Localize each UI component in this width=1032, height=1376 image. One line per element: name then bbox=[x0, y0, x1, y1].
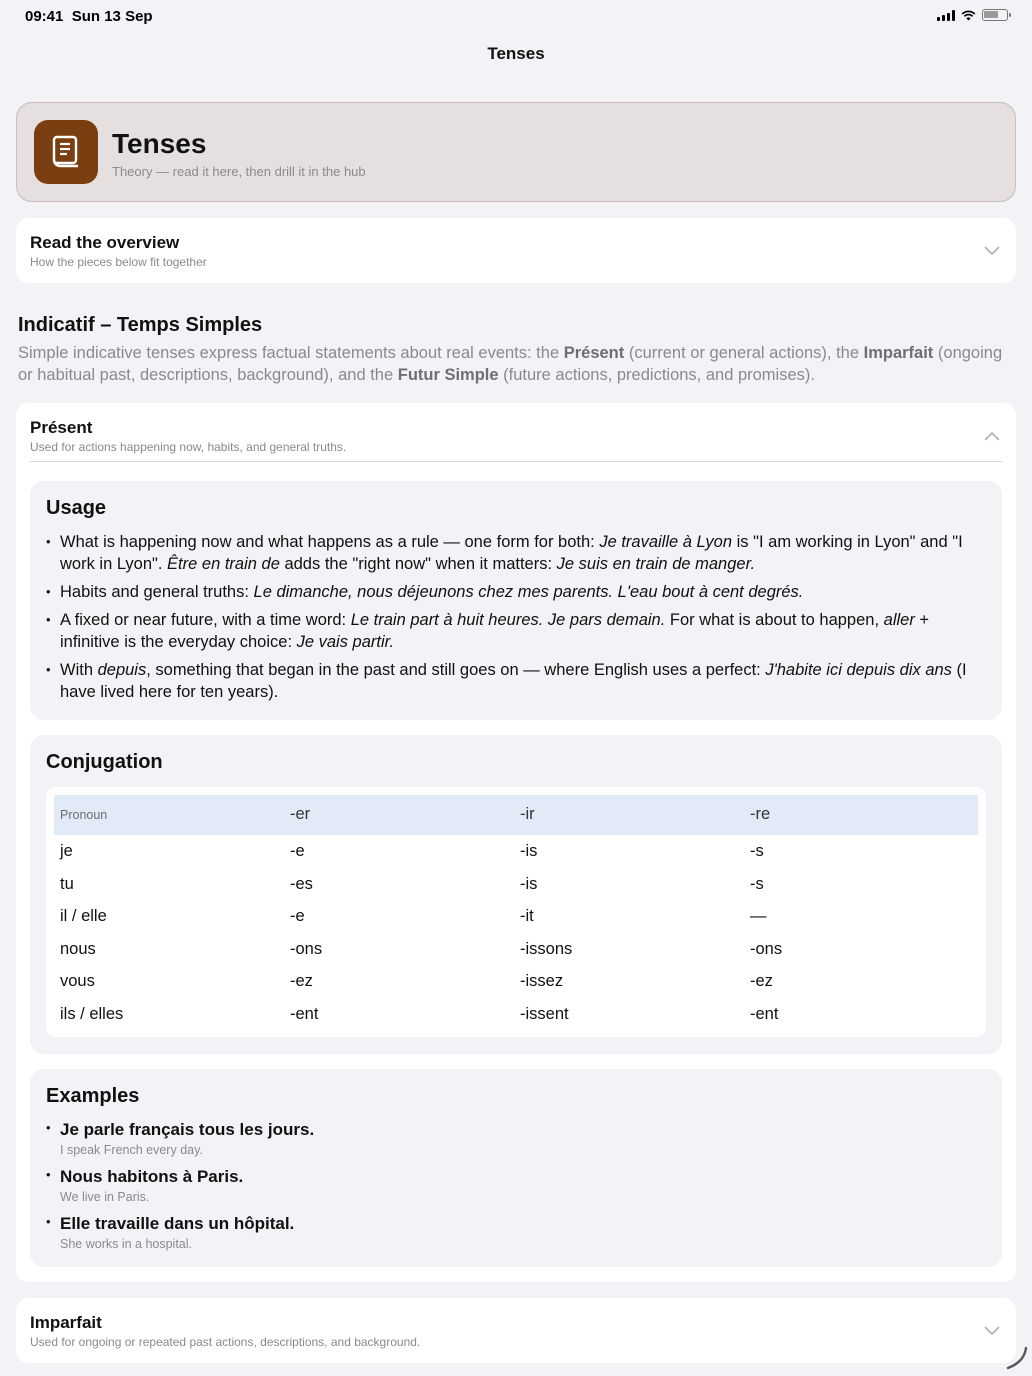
present-title: Présent bbox=[30, 418, 93, 437]
table-cell: ils / elles bbox=[60, 1004, 124, 1023]
conjugation-table bbox=[46, 787, 986, 1037]
present-disclosure[interactable] bbox=[16, 403, 1016, 461]
hero-card bbox=[16, 102, 1016, 202]
list-item: • What is happening now and what happens as a rule — one form for both: Je travaille à Lyon is "I am working in Lyon" and "I work in Lyon". Être en train de adds the "right now" when it matters: Je suis en train de manger. bbox=[46, 531, 990, 575]
usage-list bbox=[46, 531, 990, 709]
status-time bbox=[25, 8, 153, 25]
battery-icon bbox=[982, 9, 1008, 21]
table-cell: — bbox=[750, 907, 767, 925]
examples-list bbox=[46, 1119, 314, 1260]
scroll-indicator-icon bbox=[1004, 1346, 1028, 1370]
table-cell: -s bbox=[750, 874, 764, 893]
conjugation-title: Conjugation bbox=[46, 751, 163, 773]
table-cell: -es bbox=[290, 874, 313, 893]
hero-title: Tenses bbox=[112, 128, 207, 159]
divider bbox=[30, 461, 1002, 462]
clock-date: Sun 13 Sep bbox=[71, 8, 153, 25]
table-cell: -ez bbox=[750, 972, 773, 990]
table-cell: -issez bbox=[520, 972, 564, 990]
example-french: • Elle travaille dans un hôpital. bbox=[60, 1214, 295, 1233]
example-french: • Nous habitons à Paris. bbox=[60, 1167, 244, 1186]
book-icon bbox=[34, 120, 98, 184]
table-row bbox=[46, 907, 986, 931]
section-heading: Indicatif – Temps Simples bbox=[18, 314, 263, 336]
header-re: -re bbox=[750, 805, 771, 823]
header-ir: -ir bbox=[520, 805, 535, 823]
table-row bbox=[46, 1005, 986, 1029]
table-cell: il / elle bbox=[60, 907, 107, 925]
examples-title: Examples bbox=[46, 1085, 140, 1107]
header-pronoun: Pronoun bbox=[60, 808, 108, 822]
status-icons bbox=[937, 9, 1008, 21]
table-cell: nous bbox=[60, 939, 96, 958]
table-header bbox=[54, 795, 978, 835]
chevron-down-icon bbox=[984, 246, 1000, 256]
table-cell: tu bbox=[60, 874, 74, 893]
overview-disclosure[interactable] bbox=[16, 218, 1016, 283]
table-cell: -it bbox=[520, 907, 534, 925]
present-card bbox=[16, 403, 1016, 1282]
status-bar bbox=[0, 0, 1032, 34]
clock-time: 09:41 bbox=[25, 8, 64, 25]
header-er: -er bbox=[290, 805, 311, 823]
list-item: • With depuis, something that began in the past and still goes on — where English uses a perfect: J'habite ici depuis dix ans (I have lived here for ten years). bbox=[46, 659, 990, 703]
chevron-up-icon bbox=[984, 431, 1000, 441]
imparfait-disclosure[interactable] bbox=[16, 1298, 1016, 1363]
table-cell: -e bbox=[290, 842, 305, 860]
list-item: • Habits and general truths: Le dimanche, nous déjeunons chez mes parents. L'eau bout à cent degrés. bbox=[46, 581, 990, 603]
table-row bbox=[46, 972, 986, 996]
table-cell: -ons bbox=[290, 939, 323, 958]
list-item: • A fixed or near future, with a time word: Le train part à huit heures. Je pars demain. For what is about to happen, aller + infinitive is the everyday choice: Je vais partir. bbox=[46, 609, 990, 653]
cellular-signal-icon bbox=[937, 10, 955, 21]
imparfait-title: Imparfait bbox=[30, 1313, 102, 1332]
usage-panel bbox=[30, 481, 1002, 720]
example-english: I speak French every day. bbox=[60, 1143, 203, 1157]
table-cell: -s bbox=[750, 842, 764, 860]
nav-title: Tenses bbox=[487, 44, 545, 63]
example-item bbox=[46, 1213, 314, 1252]
table-cell: -is bbox=[520, 874, 538, 893]
table-cell: vous bbox=[60, 972, 95, 990]
table-cell: -ez bbox=[290, 972, 313, 990]
table-cell: je bbox=[60, 842, 73, 860]
table-row bbox=[46, 940, 986, 964]
table-row bbox=[46, 842, 986, 866]
table-cell: -issons bbox=[520, 939, 573, 958]
imparfait-subtitle: Used for ongoing or repeated past actions, descriptions, and background. bbox=[30, 1335, 421, 1349]
conjugation-panel bbox=[30, 735, 1002, 1054]
table-row bbox=[46, 875, 986, 899]
example-english: We live in Paris. bbox=[60, 1190, 150, 1204]
example-item bbox=[46, 1119, 314, 1158]
table-cell: -ons bbox=[750, 939, 783, 958]
examples-panel bbox=[30, 1069, 1002, 1267]
overview-title: Read the overview bbox=[30, 233, 180, 252]
usage-title: Usage bbox=[46, 497, 107, 519]
wifi-icon bbox=[961, 10, 976, 21]
example-english: She works in a hospital. bbox=[60, 1237, 193, 1251]
overview-subtitle: How the pieces below fit together bbox=[30, 255, 207, 269]
chevron-down-icon bbox=[984, 1326, 1000, 1336]
table-cell: -e bbox=[290, 907, 305, 925]
table-cell: -is bbox=[520, 842, 538, 860]
table-cell: -ent bbox=[290, 1004, 319, 1023]
hero-subtitle: Theory — read it here, then drill it in the hub bbox=[112, 164, 366, 179]
table-cell: -issent bbox=[520, 1004, 569, 1023]
present-subtitle: Used for actions happening now, habits, and general truths. bbox=[30, 440, 347, 454]
table-cell: -ent bbox=[750, 1004, 779, 1023]
example-french: • Je parle français tous les jours. bbox=[60, 1120, 315, 1139]
section-description: Simple indicative tenses express factual statements about real events: the Présent (current or general actions), the Imparfait (ongoing or habitual past, descriptions, background), and the Futur Simple (future actions, predictions, and promises). bbox=[18, 344, 1003, 384]
example-item bbox=[46, 1166, 314, 1205]
